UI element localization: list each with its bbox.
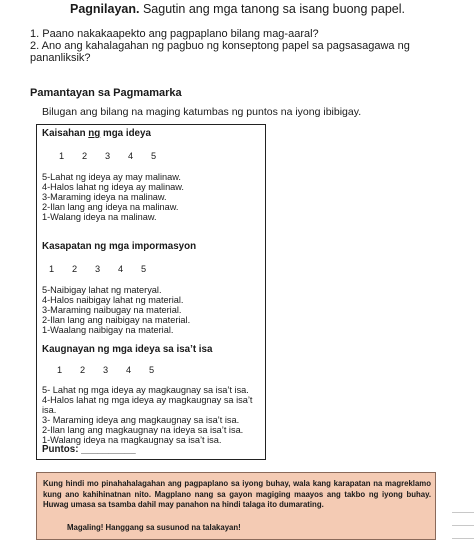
pagnilayan-instruction: Sagutin ang mga tanong sa isang buong papel. [139, 2, 405, 16]
criterion-1-level-3: 3-Maraming ideya na malinaw. [42, 192, 167, 202]
criterion-2-scale [49, 264, 164, 275]
criterion-3-level-5: 5- Lahat ng mga ideya ay magkaugnay sa isa’t isa. [42, 385, 249, 395]
scale-value[interactable]: 3 [103, 365, 109, 375]
edge-line [452, 538, 474, 539]
scale-value[interactable]: 3 [105, 151, 111, 161]
question-2: 2. Ano ang kahalagahan ng pagbuo ng konseptong papel sa pagsasagawa ng pananliksik? [30, 40, 410, 64]
criterion-1-title-post: mga ideya [100, 128, 151, 139]
reminder-text: Kung hindi mo pinahahalagahan ang pagpaplano sa iyong buhay, wala kang karapatan na magreklamo kung ano kahihinatnan nito. Magplano nang sa gayon magiging maayos ang takbo ng iyong buhay. Huwag umasa sa tsamba dahil may panahon na hindi talaga ito dumarating. [43, 479, 431, 509]
criterion-2-title: Kasapatan ng mga impormasyon [42, 241, 197, 252]
scale-value[interactable]: 1 [59, 151, 65, 161]
rubric-box [36, 124, 266, 460]
scale-value[interactable]: 1 [57, 365, 63, 375]
criterion-2-level-4: 4-Halos naibigay lahat ng material. [42, 295, 184, 305]
scale-value[interactable]: 2 [82, 151, 88, 161]
criterion-3-title: Kaugnayan ng mga ideya sa isa’t isa [42, 344, 213, 355]
criterion-1-title [42, 129, 151, 140]
criterion-2-level-2: 2-Ilan lang ang naibigay na material. [42, 315, 191, 325]
criterion-1-level-1: 1-Walang ideya na malinaw. [42, 212, 157, 222]
question-1: 1. Paano nakakaapekto ang pagpaplano bilang mag-aaral? [30, 28, 319, 40]
scale-value[interactable]: 5 [141, 264, 147, 274]
page-edge-lines [452, 512, 474, 540]
scale-value[interactable]: 5 [151, 151, 157, 161]
scale-value[interactable]: 4 [128, 151, 134, 161]
criterion-1-level-5: 5-Lahat ng ideya ay may malinaw. [42, 172, 181, 182]
criterion-1-title-underlined: ng [88, 128, 101, 139]
reminder-box [36, 472, 436, 540]
points-field[interactable]: Puntos: __________ [42, 444, 136, 455]
criterion-3-level-2: 2-Ilan lang ang magkaugnay na ideya sa isa’t isa. [42, 425, 244, 435]
criterion-3-level-4: 4-Halos lahat ng mga ideya ay magkaugnay sa isa’t [42, 395, 253, 405]
scale-value[interactable]: 1 [49, 264, 55, 274]
criterion-1-level-4: 4-Halos lahat ng ideya ay malinaw. [42, 182, 184, 192]
criterion-3-scale [57, 365, 172, 376]
page-title [70, 2, 405, 16]
scale-value[interactable]: 4 [126, 365, 132, 375]
criterion-2-level-5: 5-Naibigay lahat ng materyal. [42, 285, 162, 295]
closing-message: Magaling! Hanggang sa susunod na talakayan! [67, 523, 241, 532]
pagnilayan-label: Pagnilayan. [70, 2, 140, 16]
scale-value[interactable]: 2 [72, 264, 78, 274]
criterion-3-level-4-cont: isa. [42, 405, 57, 415]
edge-line [452, 512, 474, 513]
scale-value[interactable]: 5 [149, 365, 155, 375]
scale-value[interactable]: 3 [95, 264, 101, 274]
edge-line [452, 525, 474, 526]
section-title: Pamantayan sa Pagmamarka [30, 87, 182, 99]
criterion-1-level-2: 2-Ilan lang ang ideya na malinaw. [42, 202, 179, 212]
section-instruction: Bilugan ang bilang na maging katumbas ng puntos na iyong ibibigay. [42, 106, 362, 118]
criterion-1-scale [59, 151, 174, 162]
scale-value[interactable]: 2 [80, 365, 86, 375]
criterion-2-level-1: 1-Waalang naibigay na material. [42, 325, 174, 335]
criterion-2-level-3: 3-Maraming naibugay na material. [42, 305, 182, 315]
criterion-3-level-3: 3- Maraming ideya ang magkaugnay sa isa’t isa. [42, 415, 240, 425]
scale-value[interactable]: 4 [118, 264, 124, 274]
criterion-3-level-1: 1-Walang ideya na magkaugnay sa isa’t isa. [42, 435, 222, 445]
criterion-1-title-pre: Kaisahan [42, 128, 89, 139]
